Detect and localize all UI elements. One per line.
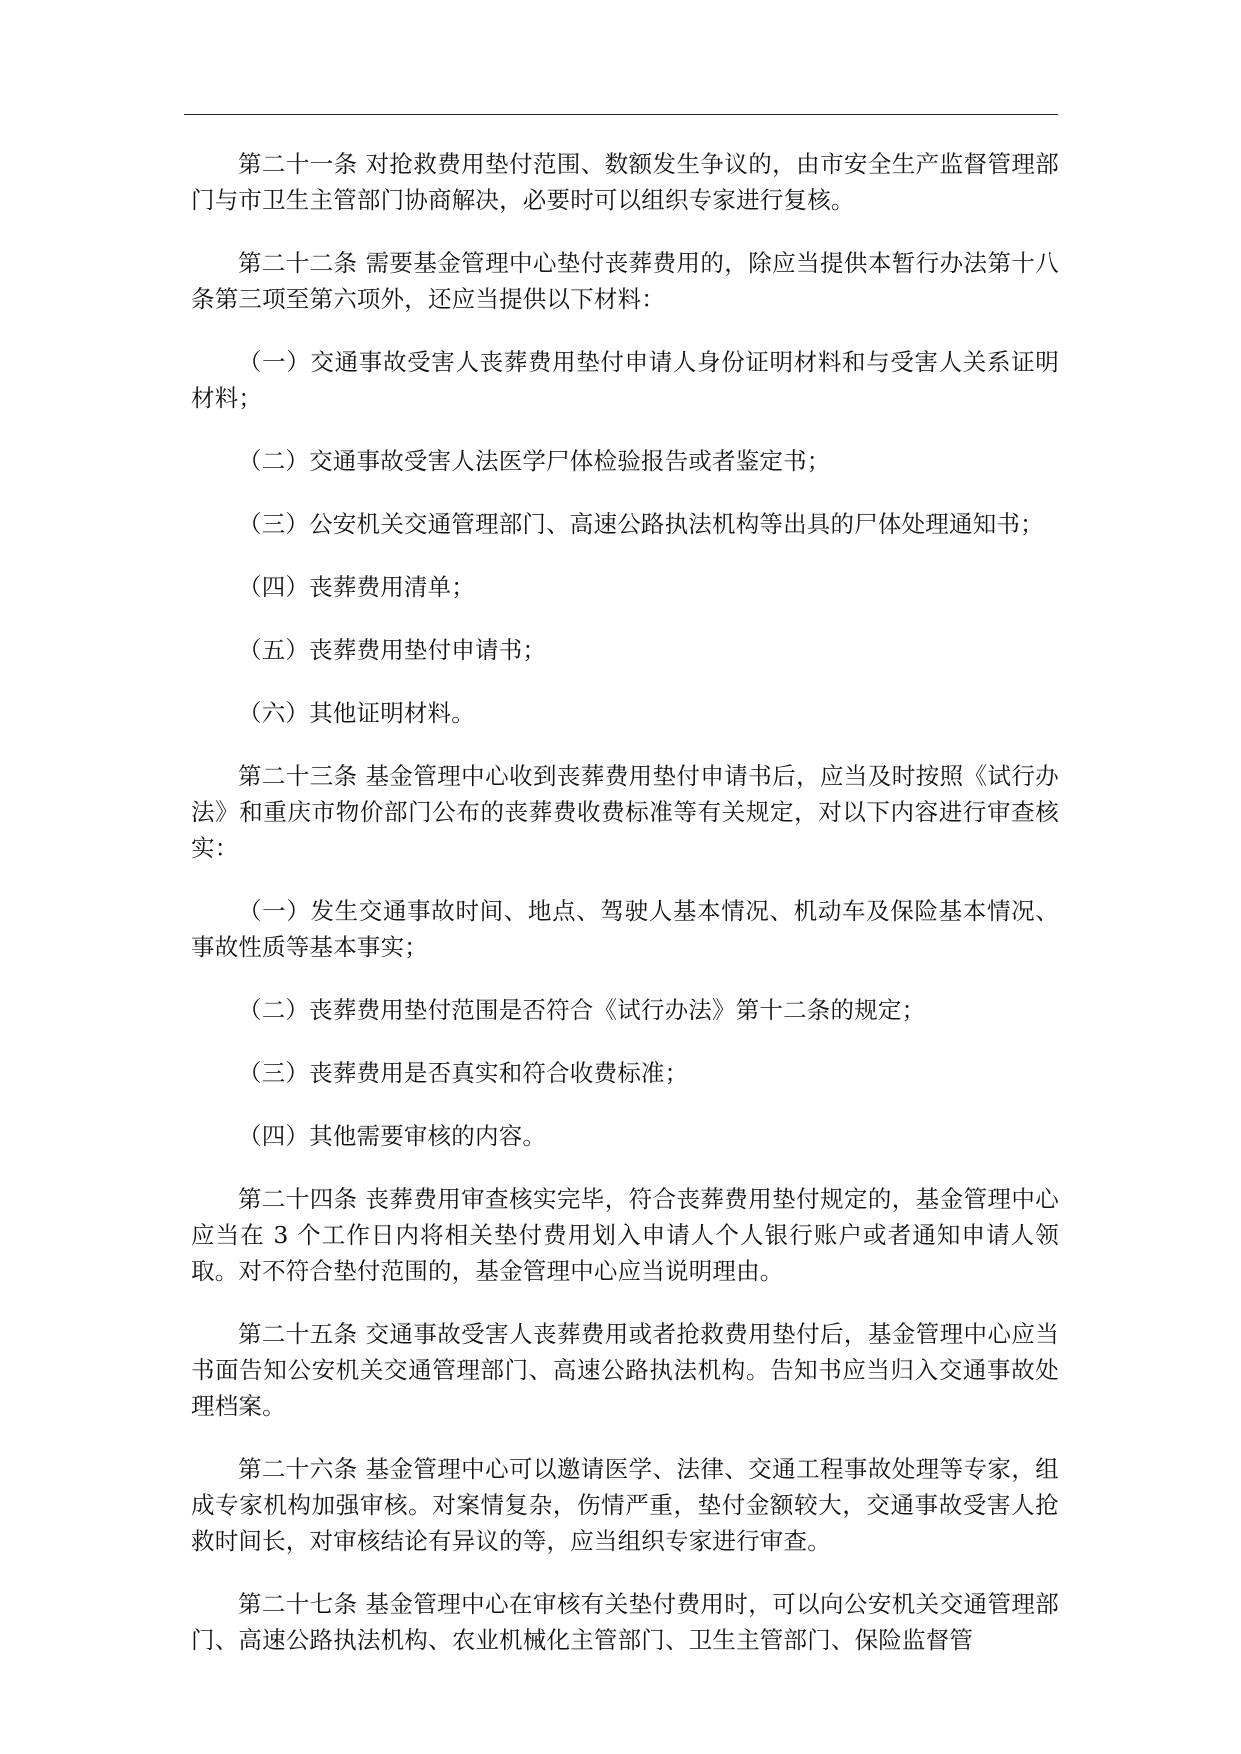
article-27: 第二十七条 基金管理中心在审核有关垫付费用时，可以向公安机关交通管理部门、高速公路执法机构、农业机械化主管部门、卫生主管部门、保险监督管 <box>191 1590 1059 1654</box>
article-24: 第二十四条 丧葬费用审查核实完毕，符合丧葬费用垫付规定的，基金管理中心应当在 3 个工作日内将相关垫付费用划入申请人个人银行账户或者通知申请人领取。对不符合垫付范围的，基金管理中心应当说明理由。 <box>191 1185 1059 1285</box>
article-21: 第二十一条 对抢救费用垫付范围、数额发生争议的，由市安全生产监督管理部门与市卫生主管部门协商解决，必要时可以组织专家进行复核。 <box>191 150 1059 214</box>
article-23-item-2: （二）丧葬费用垫付范围是否符合《试行办法》第十二条的规定； <box>238 996 926 1024</box>
article-26: 第二十六条 基金管理中心可以邀请医学、法律、交通工程事故处理等专家，组成专家机构加强审核。对案情复杂，伤情严重，垫付金额较大，交通事故受害人抢救时间长，对审核结论有异议的等，应当组织专家进行审查。 <box>191 1455 1059 1555</box>
article-23: 第二十三条 基金管理中心收到丧葬费用垫付申请书后，应当及时按照《试行办法》和重庆市物价部门公布的丧葬费收费标准等有关规定，对以下内容进行审查核实： <box>191 762 1059 862</box>
article-22-item-4: （四）丧葬费用清单； <box>238 573 475 601</box>
article-23-item-1: （一）发生交通事故时间、地点、驾驶人基本情况、机动车及保险基本情况、事故性质等基本事实； <box>191 897 1059 961</box>
header-rule <box>184 114 1058 115</box>
article-22-item-1: （一）交通事故受害人丧葬费用垫付申请人身份证明材料和与受害人关系证明材料； <box>191 348 1059 412</box>
article-22-item-6: （六）其他证明材料。 <box>238 699 475 727</box>
article-22-item-3: （三）公安机关交通管理部门、高速公路执法机构等出具的尸体处理通知书； <box>238 510 1044 538</box>
article-22-item-2: （二）交通事故受害人法医学尸体检验报告或者鉴定书； <box>238 447 831 475</box>
article-23-item-4: （四）其他需要审核的内容。 <box>238 1122 547 1150</box>
article-23-item-3: （三）丧葬费用是否真实和符合收费标准； <box>238 1059 689 1087</box>
article-22: 第二十二条 需要基金管理中心垫付丧葬费用的，除应当提供本暂行办法第十八条第三项至第六项外，还应当提供以下材料： <box>191 249 1059 313</box>
article-22-item-5: （五）丧葬费用垫付申请书； <box>238 636 547 664</box>
article-25: 第二十五条 交通事故受害人丧葬费用或者抢救费用垫付后，基金管理中心应当书面告知公安机关交通管理部门、高速公路执法机构。告知书应当归入交通事故处理档案。 <box>191 1320 1059 1420</box>
document-body <box>191 146 1059 1685</box>
